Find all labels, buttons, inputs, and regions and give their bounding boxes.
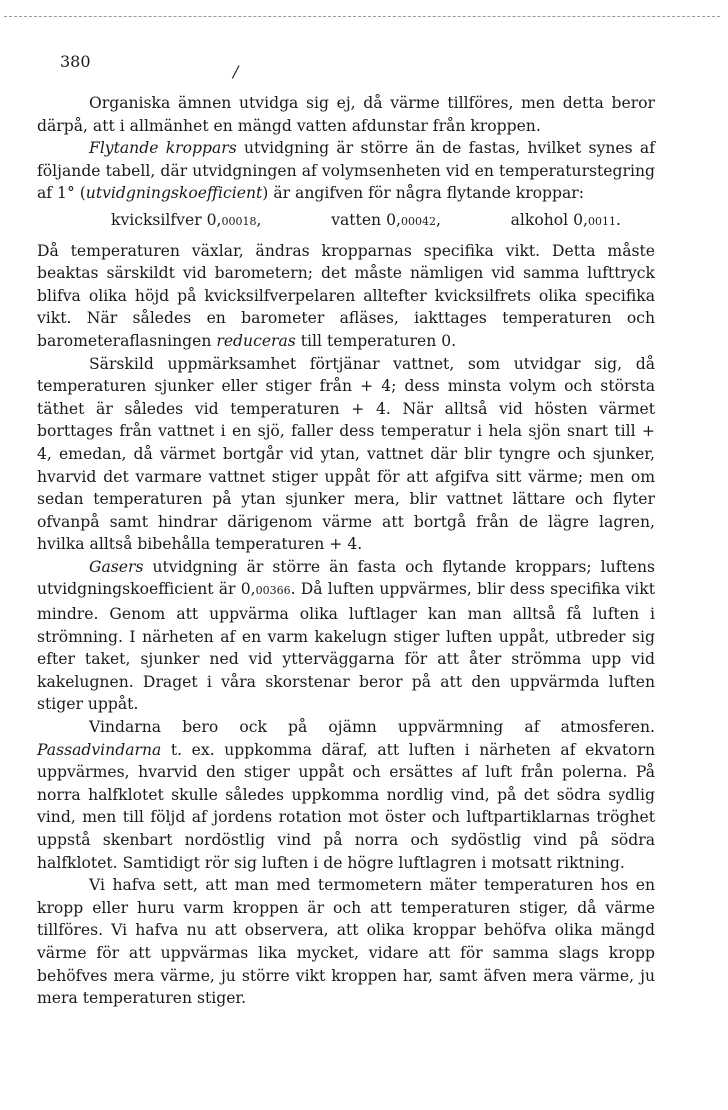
term-gasers: Gasers [89,557,144,576]
coefficient-item-alcohol: alkohol 0,0011. [510,210,621,229]
paragraph-specific-weight: Då temperaturen växlar, ändras kropparnas specifika vikt. Detta måste beaktas särskildt vid barometern; det måste nämligen vid samma lufttryck blifva olika höjd på kvicksilfverpelaren alltefter kvicksilfrets olika specifika vikt. När således en barometer afläses, iakttages temperaturen och barometeraflasningen reduceras till temperaturen 0. [37,241,655,350]
term-passadvindarna: Passadvindarna [37,740,162,759]
paragraph-winds: Vindarna bero ock på ojämn uppvärmning af atmosferen. Passadvindarna t. ex. uppkomma däraf, att luften i närheten af ekvatorn uppvärmes, hvarvid den stiger uppåt och ersättes af luft från polerna. På norra halfklotet skulle således uppkomma nordlig vind, på det södra sydlig vind, men till följd af jordens rotation mot öster och luftpartiklarnas tröghet uppstå skenbart nordöstlig vind på norra och sydöstlig vind på södra halfklotet. Samtidigt rör sig luften i de högre luftlagren i motsatt riktning. [37,718,655,872]
coefficient-list [37,209,655,234]
page-body [37,92,655,1010]
coefficient-item-mercury: kvicksilfver 0,00018, [111,210,262,229]
paragraph-organic-substances: Organiska ämnen utvidga sig ej, då värme tillföres, men detta beror därpå, att i allmänhet en mängd vatten afdunstar från kroppen. [37,94,655,135]
term-utvidgningskoefficient: utvidgningskoefficient [85,184,263,203]
stray-mark: / [233,62,239,81]
top-rule [4,16,720,17]
term-reduceras: reduceras [216,331,296,350]
paragraph-gases: Gasers utvidgning är större än fasta och flytande kroppars; luftens utvidgningskoefficient är 0,00366. Då luften uppvärmes, blir dess specifika vikt mindre. Genom att uppvärma olika luftlager kan man alltså få luften i strömning. I närheten af en varm kakelugn stiger luften uppåt, utbreder sig efter taket, sjunker ned vid ytterväggarna för att åter strömma upp vid kakelugnen. Draget i våra skorstenar beror på att den uppvärmda luften stiger uppåt. [37,557,655,714]
paragraph-water-anomaly: Särskild uppmärksamhet förtjänar vattnet, som utvidgar sig, då temperaturen sjunker eller stiger från + 4; dess minsta volym och största täthet är således vid temperaturen + 4. När alltså vid hösten värmet borttages från vattnet i en sjö, faller dess temperatur i hela sjön snart till + 4, emedan, då värmet bortgår vid ytan, vattnet där blir tyngre och sjunker, hvarvid det varmare vattnet stiger uppåt för att afgifva sitt värme; men om sedan temperaturen på ytan sjunker mera, blir vattnet lättare och flyter ofvanpå samt hindrar därigenom värme att bortgå från de lägre lagren, hvilka alltså bibehålla temperaturen + 4. [37,354,655,554]
coefficient-item-water: vatten 0,00042, [331,210,441,229]
paragraph-liquids: Flytande kroppars utvidgning är större än de fastas, hvilket synes af följande tabell, där utvidgningen af volymsenheten vid en temperaturstegring af 1° (utvidgningskoefficient) är angifven för några flytande kroppar: [37,139,655,203]
paragraph-heat-quantity: Vi hafva sett, att man med termometern mäter temperaturen hos en kropp eller huru varm kroppen är och att temperaturen stiger, då värme tillföres. Vi hafva nu att observera, att olika kroppar behöfva olika mängd värme för att uppvärmas lika mycket, vidare att för samma slags kropp behöfves mera värme, ju större vikt kroppen har, samt äfven mera värme, ju mera temperaturen stiger. [37,876,655,1008]
term-flytande-kroppar: Flytande kroppars [89,139,237,158]
page-number: 380 [60,52,91,71]
